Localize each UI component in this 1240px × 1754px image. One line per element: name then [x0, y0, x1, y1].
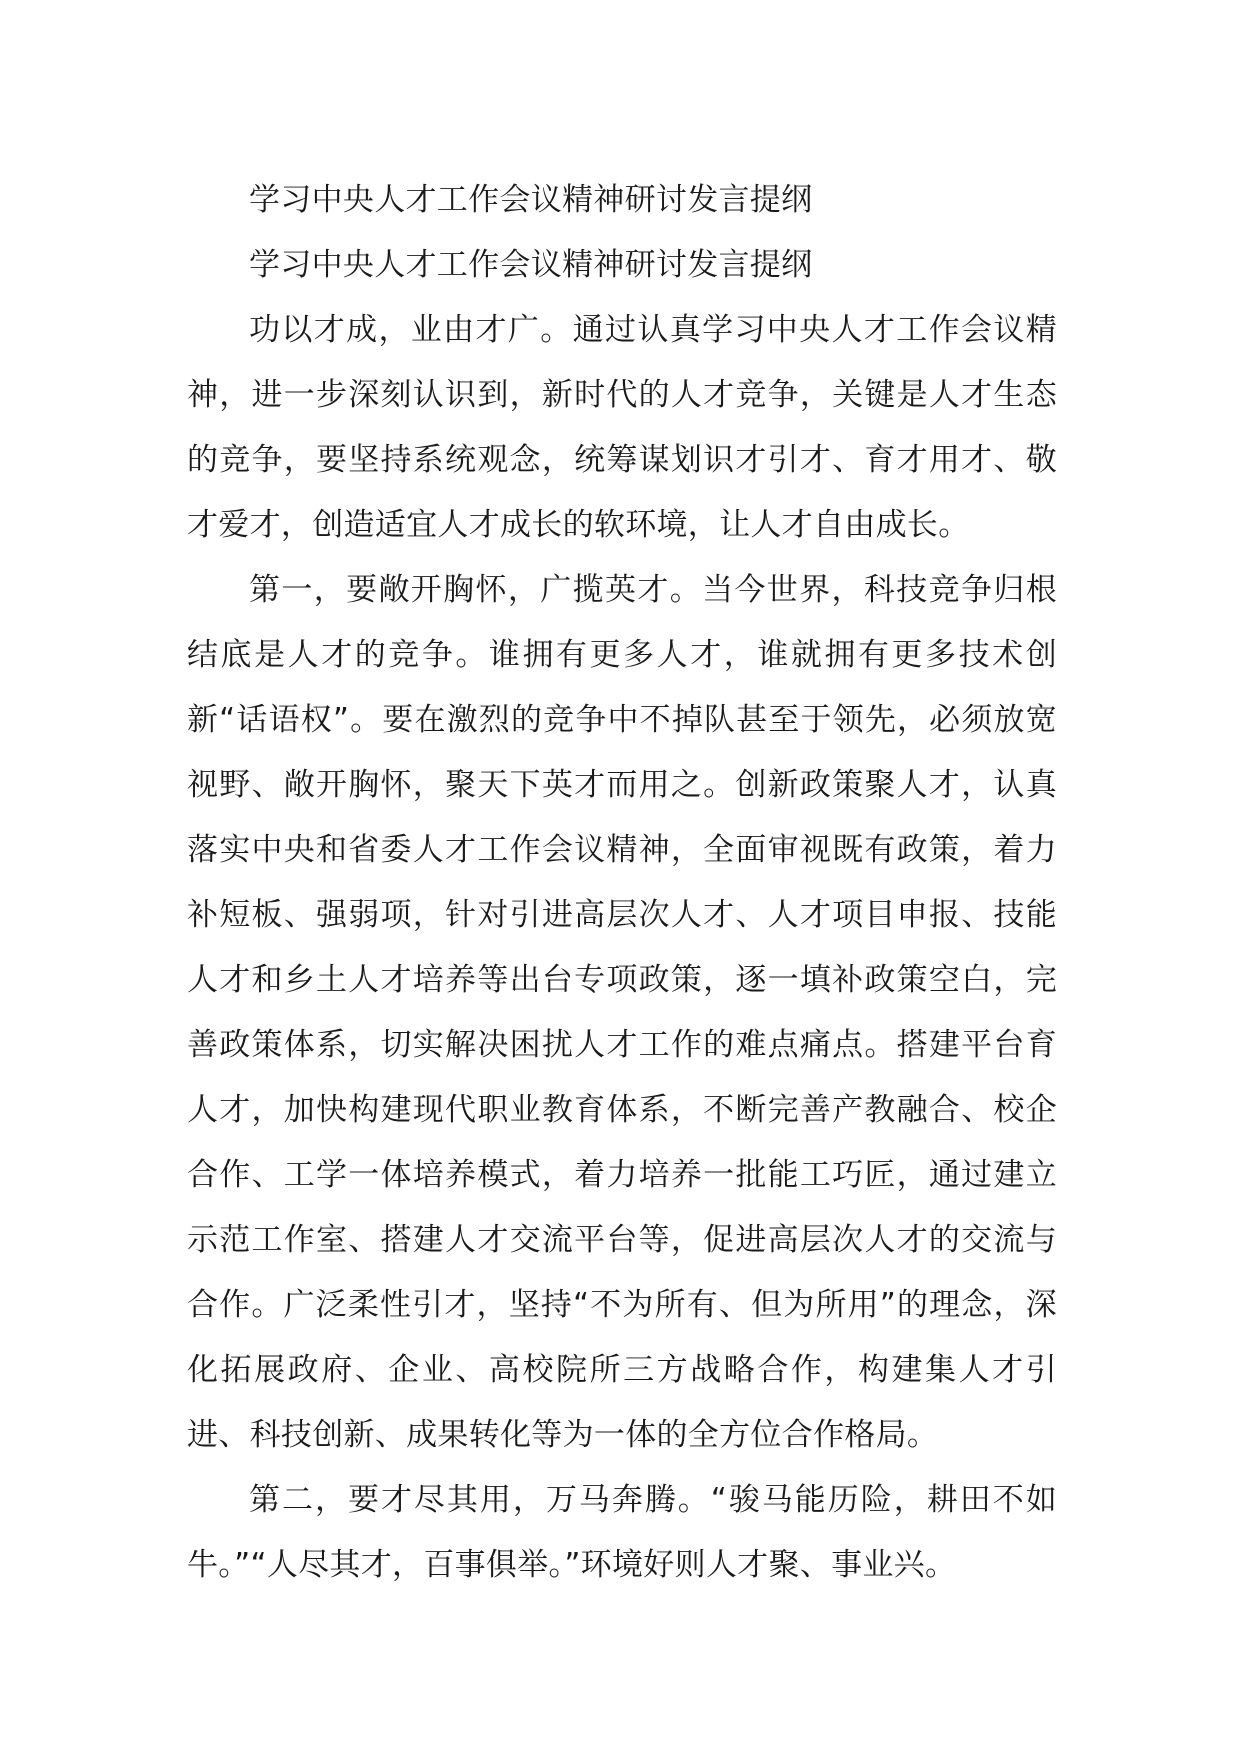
paragraph-intro: 功以才成，业由才广。通过认真学习中央人才工作会议精神，进一步深刻认识到，新时代的人才竞争，关键是人才生态的竞争，要坚持系统观念，统筹谋划识才引才、育才用才、敬才爱才，创造适宜人才成长的软环境，让人才自由成长。 [187, 312, 1057, 543]
paragraph-second-point: 第二，要才尽其用，万马奔腾。“骏马能历险，耕田不如牛。”“人尽其才，百事俱举。”环境好则人才聚、事业兴。 [187, 1482, 1057, 1583]
document-subtitle: 学习中央人才工作会议精神研讨发言提纲 [249, 247, 813, 283]
paragraph-first-point: 第一，要敞开胸怀，广揽英才。当今世界，科技竞争归根结底是人才的竞争。谁拥有更多人才，谁就拥有更多技术创新“话语权”。要在激烈的竞争中不掉队甚至于领先，必须放宽视野、敞开胸怀，聚天下英才而用之。创新政策聚人才，认真落实中央和省委人才工作会议精神，全面审视既有政策，着力补短板、强弱项，针对引进高层次人才、人才项目申报、技能人才和乡土人才培养等出台专项政策，逐一填补政策空白，完善政策体系，切实解决困扰人才工作的难点痛点。搭建平台育人才，加快构建现代职业教育体系，不断完善产教融合、校企合作、工学一体培养模式，着力培养一批能工巧匠，通过建立示范工作室、搭建人才交流平台等，促进高层次人才的交流与合作。广泛柔性引才，坚持“不为所有、但为所用”的理念，深化拓展政府、企业、高校院所三方战略合作，构建集人才引进、科技创新、成果转化等为一体的全方位合作格局。 [187, 572, 1057, 1453]
document-title: 学习中央人才工作会议精神研讨发言提纲 [249, 182, 813, 218]
document-body [187, 168, 1057, 1598]
